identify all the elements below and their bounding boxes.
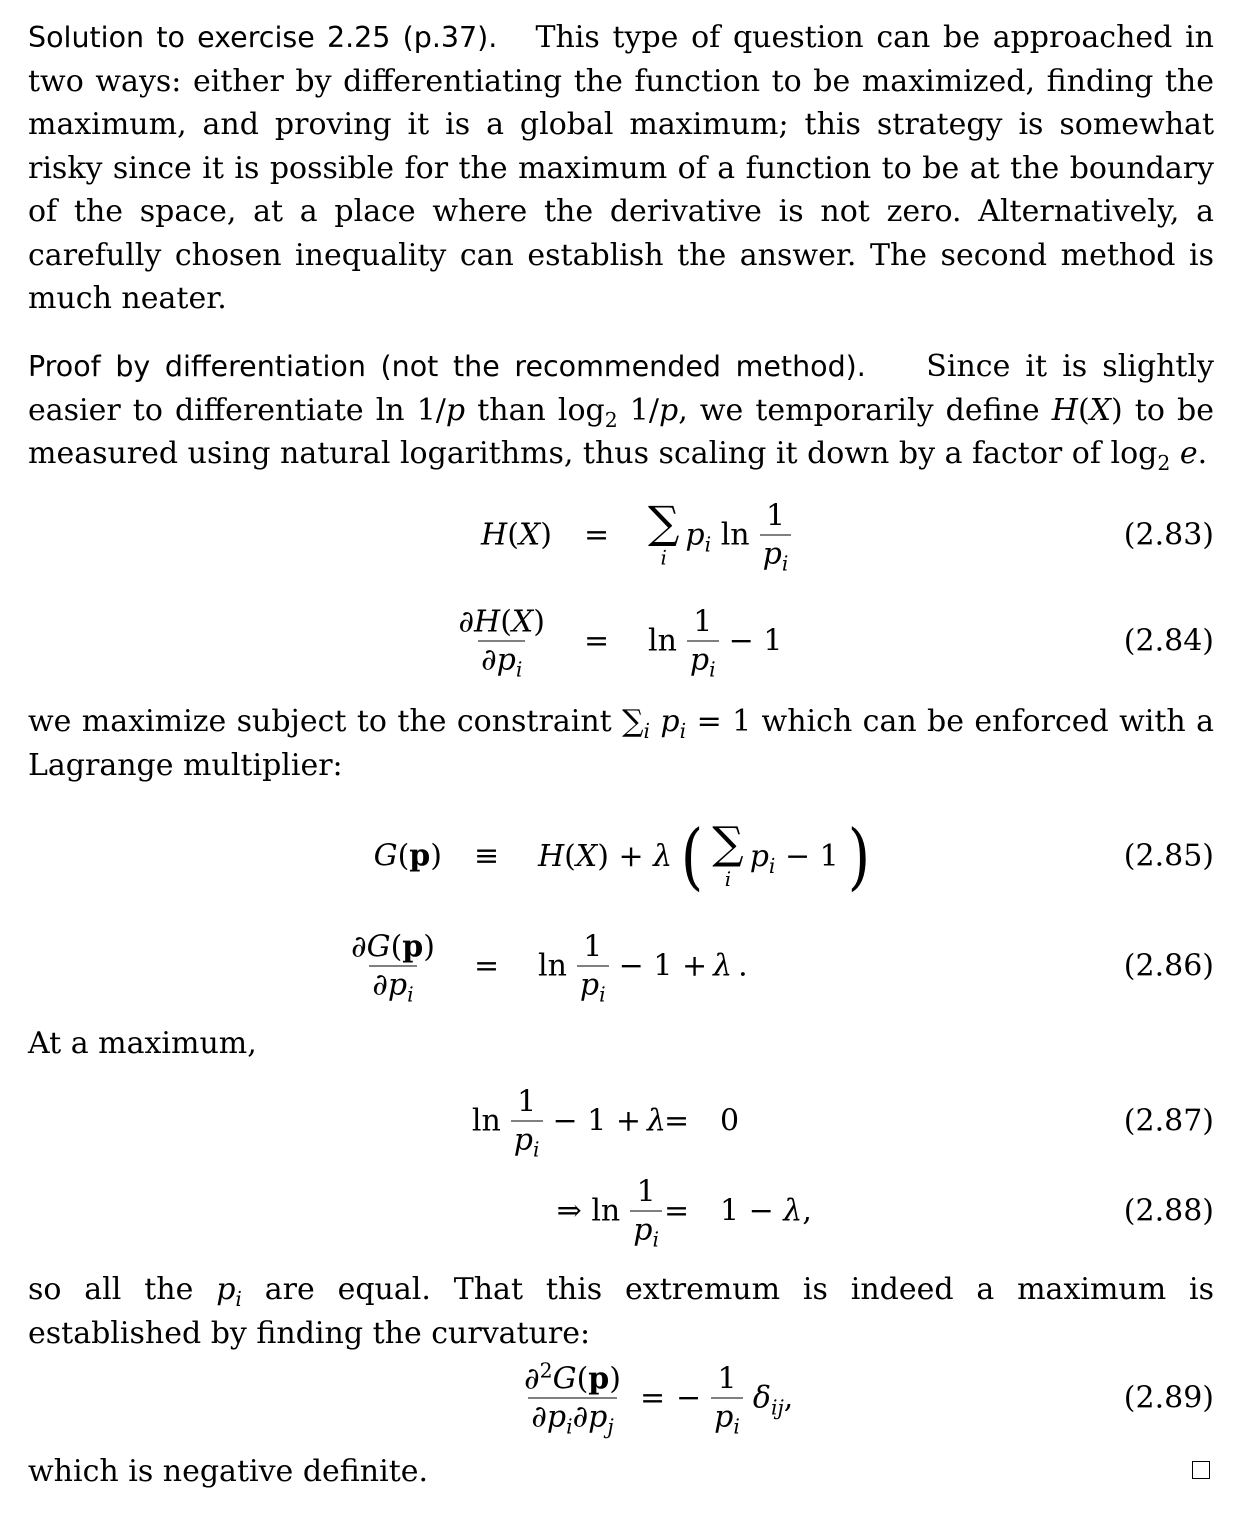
eq-lhs: $\frac{\partial G(p)}{\partial p_i}$ [351, 929, 435, 1007]
equation-2-83 [28, 485, 1214, 585]
equation-number: (2.86) [1123, 948, 1214, 984]
eq-rhs: − $\frac{1}{p_i}$ $\delta_{ij}$, [676, 1361, 794, 1439]
equation-number: (2.87) [1123, 1103, 1214, 1139]
paragraph-negative-definite [28, 1450, 1214, 1494]
eq-rhs: 0 [720, 1103, 740, 1139]
equation-number: (2.89) [1123, 1380, 1214, 1416]
eq-lhs: $\frac{\partial H(X)}{\partial p_i}$ [458, 604, 545, 682]
eq-lhs: ln $\frac{1}{p_i}$ − 1 + λ [471, 1084, 666, 1162]
all-equal-text-b: are equal. That this extremum is indeed a maximum is established by finding the curvature: [28, 1272, 1214, 1351]
paragraph-solution-intro [28, 16, 1214, 321]
eq-relation: = [584, 623, 610, 659]
eq-relation: = [640, 1380, 666, 1416]
eq-rhs: H(X) + λ ( ∑ i $p_i - 1$ ) [538, 814, 871, 898]
equation-2-88 [28, 1161, 1214, 1261]
equation-number: (2.85) [1123, 838, 1214, 874]
eq-rhs: ln $\frac{1}{p_i}$ − 1 + λ . [538, 929, 748, 1007]
solution-heading: Solution to exercise 2.25 (p.37). [28, 21, 498, 54]
summation-symbol: ∑ i [648, 497, 680, 570]
equation-number: (2.84) [1123, 623, 1214, 659]
eq-relation: ≡ [474, 838, 500, 874]
eq-lhs: H(X) [481, 517, 552, 553]
equation-number: (2.88) [1123, 1193, 1214, 1229]
constraint-text-b: = 1 which can be enforced with a Lagrange multiplier: [28, 704, 1214, 783]
all-equal-text-a: so all the [28, 1272, 194, 1307]
equation-2-89 [28, 1348, 1214, 1448]
equation-2-86 [28, 916, 1214, 1016]
paragraph-all-equal: so all the $p_i$ are equal. That this extremum is indeed a maximum is established by finding the curvature: [28, 1272, 1214, 1351]
eq-relation: = [584, 517, 610, 553]
proof-text-e: to be measured using natural logarithms, thus scaling it down by a factor of log [28, 392, 1214, 471]
proof-text-f: . [1197, 436, 1208, 471]
end-of-proof-square-icon [1192, 1461, 1210, 1479]
solution-text: This type of question can be approached in two ways: either by differentiating the function to be maximized, finding the maximum, and proving it is a global maximum; this strategy is somewhat risky since it is possible for the maximum of a function to be at the boundary of the space, at a place where the derivative is not zero. Alternatively, a carefully chosen inequality can establish the answer. The second method is much neater. [28, 20, 1214, 316]
page [28, 0, 1214, 1524]
at-maximum-text: At a maximum, [28, 1026, 257, 1061]
eq-rhs: ln $\frac{1}{p_i}$ − 1 [648, 604, 783, 682]
constraint-text-a: we maximize subject to the constraint [28, 704, 612, 739]
eq-relation: = [664, 1103, 690, 1139]
equation-2-84 [28, 591, 1214, 691]
equation-2-87 [28, 1071, 1214, 1171]
eq-rhs: 1 − λ, [720, 1193, 812, 1229]
equation-number: (2.83) [1123, 517, 1214, 553]
eq-lhs: $\frac{\partial^2G(p)}{\partial p_i\partial p_j}$ [524, 1358, 621, 1439]
eq-relation: = [664, 1193, 690, 1229]
proof-text-d: , we temporarily define [678, 392, 1040, 428]
proof-text-b: than log [477, 392, 605, 428]
proof-text-a: Since it is slightly easier to differentiate ln 1/ [28, 349, 1215, 428]
proof-heading: Proof by differentiation (not the recommended method). [28, 350, 866, 383]
eq-lhs: ⇒ ln $\frac{1}{p_i}$ [557, 1176, 666, 1247]
summation-symbol: ∑ i [712, 818, 744, 891]
eq-relation: = [474, 948, 500, 984]
equation-2-85 [28, 806, 1214, 906]
negative-definite-text: which is negative definite. [28, 1454, 429, 1489]
paragraph-constraint: we maximize subject to the constraint $\sum_i$ $p_i = 1$ which can be enforced with a Lagrange multiplier: [28, 704, 1214, 783]
paragraph-at-maximum [28, 1022, 1214, 1066]
eq-rhs: ∑ i $p_i$ ln $\frac{1}{p_i}$ [648, 500, 795, 571]
paragraph-proof-differentiation: Proof by differentiation (not the recommended method). Since it is slightly easier to differentiate ln 1/p than $\log_2 1/p$, we temporarily define H(X) to be measured using natural logarithms, thus scaling it down by a factor of $\log_2 e$. [28, 349, 1215, 476]
eq-lhs: G(p) [373, 838, 442, 874]
proof-text-c: 1/ [629, 392, 659, 428]
